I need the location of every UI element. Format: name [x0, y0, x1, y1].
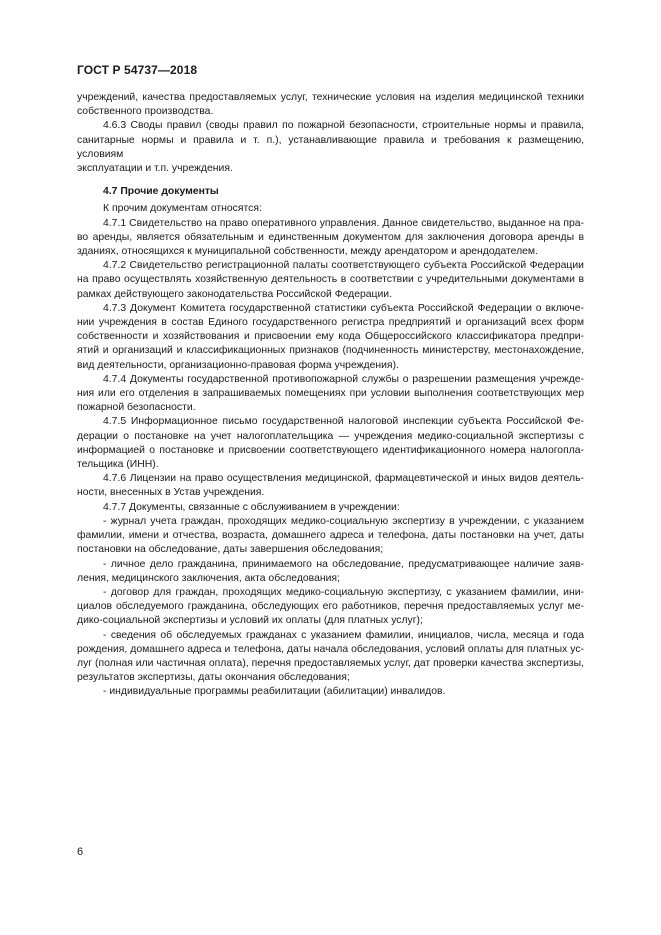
section-heading: 4.7 Прочие документы	[103, 186, 219, 198]
text-line: рамках действующего законодательства Российской Федерации.	[77, 288, 392, 300]
text-line: дерации о постановке на учет налогоплательщика — учреждения медико-социальной экспертизы с	[77, 430, 584, 442]
text-line: санитарные нормы и правила и т. п.), устанавливающие правила и требования к размещению, условиям	[77, 134, 584, 160]
text-line: учреждений, качества предоставляемых услуг, технические условия на изделия медицинской техники	[77, 92, 584, 103]
text-line: ности, внесенных в Устав учреждения.	[77, 487, 265, 499]
text-line: во аренды, является обязательным и единственным документом для заключения договора аренды в	[77, 231, 584, 243]
text-line: 4.7.1 Свидетельство на право оперативного управления. Данное свидетельство, выданное на пра-	[103, 217, 584, 229]
document-body	[77, 91, 584, 700]
text-line: пожарной безопасности.	[77, 402, 196, 414]
text-line: 4.6.3 Своды правил (своды правил по пожарной безопасности, строительные нормы и правила,	[103, 120, 584, 132]
text-line: дико-социальной экспертизы и условий их оплаты (для платных услуг);	[77, 615, 423, 627]
text-line: вид деятельности, организационно-правовая форма учреждения).	[77, 359, 399, 371]
list-item-line: - сведения об обследуемых гражданах с указанием фамилии, инициалов, числа, месяца и года	[103, 629, 584, 641]
text-line: тельщика (ИНН).	[77, 459, 159, 471]
text-line: 4.7.3 Документ Комитета государственной статистики субъекта Российской Федерации о включе-	[103, 302, 584, 314]
text-line: ятий и организаций и классификационных признаков (подчиненность министерству, местонахождение,	[77, 345, 584, 357]
list-item-line: - договор для граждан, проходящих медико-социальную экспертизу, с указанием фамилии, ини-	[103, 586, 584, 598]
text-line: ния или его отделения в запрашиваемых помещениях при условии выполнения соответствующих мер	[77, 388, 584, 400]
text-line: 4.7.4 Документы государственной противопожарной службы о разрешении размещения учрежде-	[103, 373, 584, 385]
text-line: информацией о постановке и присвоении соответствующего идентификационного номера налогопла-	[77, 444, 584, 456]
text-line: 4.7.6 Лицензии на право осуществления медицинской, фармацевтической и иных видов деятель-	[103, 473, 584, 485]
text-line: рождения, домашнего адреса и телефона, даты начала обследования, условий оплаты для платных ус-	[77, 643, 584, 655]
text-line: собственного производства.	[77, 106, 214, 118]
text-line: нии учреждения в состав Единого государственного регистра предприятий и организаций всех форм	[77, 317, 584, 329]
text-line: луг (полная или частичная оплата), перечня предоставляемых услуг, дат проверки качества экспертизы,	[77, 657, 584, 669]
text-line: постановки на обследование, даты завершения обследования;	[77, 544, 384, 556]
text-line: зданиях, относящихся к муниципальной собственности, между арендатором и арендодателем.	[77, 246, 538, 258]
text-line: результатов экспертизы, даты окончания обследования;	[77, 672, 350, 684]
text-line: на право осуществлять хозяйственную деятельность в соответствии с учредительными документами в	[77, 274, 584, 286]
document-header: ГОСТ Р 54737—2018	[77, 63, 198, 77]
text-line: 4.7.7 Документы, связанные с обслуживанием в учреждении:	[103, 501, 400, 513]
list-item-line: - журнал учета граждан, проходящих медико-социальную экспертизу в учреждении, с указанием	[103, 515, 584, 527]
text-line: 4.7.2 Свидетельство регистрационной палаты соответствующего субъекта Российской Федерации	[103, 260, 584, 272]
text-line: собственности и хозяйствования и присвоении ему кода Общероссийского классификатора предпри-	[77, 331, 584, 343]
text-line: К прочим документам относятся:	[103, 203, 262, 215]
page-number: 6	[77, 846, 84, 858]
text-line: 4.7.5 Информационное письмо государственной налоговой инспекции субъекта Российской Фе-	[103, 416, 584, 428]
text-line: фамилии, имени и отчества, возраста, домашнего адреса и телефона, даты постановки на учет, даты	[77, 530, 584, 542]
list-item-line: - личное дело гражданина, принимаемого на обследование, предусматривающее наличие заяв-	[103, 558, 584, 570]
text-line: эксплуатации и т.п. учреждения.	[77, 163, 233, 175]
text-line: ления, медицинского заключения, акта обследования;	[77, 572, 340, 584]
list-item-line: - индивидуальные программы реабилитации (абилитации) инвалидов.	[103, 686, 446, 698]
text-line: циалов обследуемого гражданина, обследующих его работников, перечня предоставляемых услуг ме-	[77, 601, 584, 613]
